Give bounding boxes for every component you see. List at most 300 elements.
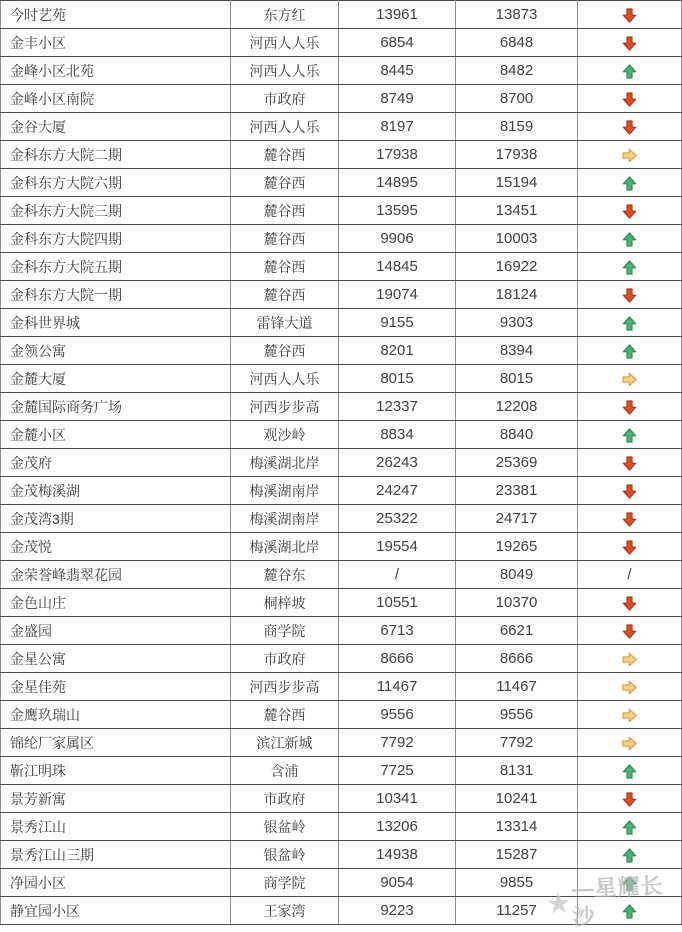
price-prev-cell-text: 13595 (376, 202, 418, 219)
price-prev-cell (339, 701, 456, 729)
table-row (1, 477, 682, 505)
price-prev-cell-text: 9155 (380, 314, 414, 331)
community-name-cell-text: 金茂湾3期 (10, 510, 74, 527)
community-name-cell (1, 617, 231, 645)
trend-cell (578, 757, 682, 785)
trend-cell (578, 645, 682, 673)
district-cell-text: 麓谷西 (263, 258, 306, 275)
trend-cell (578, 225, 682, 253)
trend-cell (578, 673, 682, 701)
community-name-cell (1, 197, 231, 225)
price-curr-cell-text: 8049 (499, 566, 534, 583)
price-prev-cell (339, 57, 456, 85)
district-cell-text: 商学院 (263, 622, 306, 639)
table-row (1, 169, 682, 197)
trend-down-icon (622, 456, 637, 471)
community-name-cell (1, 365, 231, 393)
price-curr-cell (456, 85, 578, 113)
community-name-cell-text: 金麓小区 (10, 426, 66, 443)
district-cell (231, 113, 339, 141)
trend-up-icon (622, 344, 637, 359)
district-cell (231, 197, 339, 225)
table-row (1, 589, 682, 617)
trend-flat-icon (622, 148, 637, 163)
community-name-cell-text: 景秀江山 (10, 818, 66, 835)
community-name-cell (1, 701, 231, 729)
price-prev-cell (339, 225, 456, 253)
price-curr-cell (456, 533, 578, 561)
price-curr-cell-text: 17938 (495, 146, 538, 163)
trend-down-icon (622, 596, 637, 611)
district-cell (231, 365, 339, 393)
trend-up-icon (622, 316, 637, 331)
district-cell (231, 477, 339, 505)
price-prev-cell (339, 337, 456, 365)
district-cell-text: 河西人人乐 (249, 370, 320, 387)
district-cell-text: 观沙岭 (263, 426, 306, 443)
price-curr-cell-text: 25369 (495, 454, 538, 471)
community-name-cell (1, 85, 231, 113)
price-prev-cell-text: 11467 (376, 678, 418, 695)
community-name-cell-text: 锦纶厂家属区 (10, 734, 94, 751)
community-name-cell-text: 净园小区 (10, 874, 66, 891)
price-curr-cell (456, 869, 578, 897)
price-prev-cell (339, 645, 456, 673)
community-name-cell (1, 645, 231, 673)
community-name-cell (1, 869, 231, 897)
trend-cell (578, 1, 682, 29)
community-name-cell-text: 金色山庄 (10, 594, 66, 611)
community-name-cell-text: 金峰小区北苑 (10, 62, 94, 79)
price-prev-cell-text: 14938 (376, 846, 418, 863)
price-prev-cell-text: 6713 (380, 622, 414, 639)
price-prev-cell (339, 477, 456, 505)
price-curr-cell-text: 10241 (495, 790, 538, 807)
community-name-cell (1, 309, 231, 337)
community-name-cell-text: 金科东方大院三期 (10, 202, 122, 219)
price-prev-cell (339, 533, 456, 561)
community-name-cell (1, 729, 231, 757)
price-prev-cell-text: 10341 (376, 790, 418, 807)
district-cell (231, 813, 339, 841)
price-curr-cell-text: 18124 (495, 286, 538, 303)
price-curr-cell-text: 15194 (495, 174, 538, 191)
price-curr-cell (456, 421, 578, 449)
price-prev-cell (339, 1, 456, 29)
price-prev-cell (339, 421, 456, 449)
district-cell-text: 东方红 (263, 6, 306, 23)
price-curr-cell-text: 8159 (499, 118, 534, 135)
table-row (1, 729, 682, 757)
price-curr-cell-text: 19265 (495, 538, 538, 555)
trend-cell (578, 701, 682, 729)
price-curr-cell (456, 477, 578, 505)
district-cell-text: 王家湾 (263, 902, 306, 919)
table-row (1, 29, 682, 57)
district-cell-text: 麓谷西 (263, 230, 306, 247)
price-curr-cell-text: 16922 (495, 258, 538, 275)
table-row (1, 113, 682, 141)
price-curr-cell-text: 6848 (499, 34, 534, 51)
price-curr-cell (456, 505, 578, 533)
trend-cell (578, 365, 682, 393)
price-curr-cell (456, 729, 578, 757)
community-name-cell (1, 393, 231, 421)
district-cell (231, 701, 339, 729)
price-curr-cell-text: 8015 (499, 370, 534, 387)
district-cell (231, 393, 339, 421)
price-prev-cell-text: 8015 (380, 370, 414, 387)
community-name-cell (1, 505, 231, 533)
district-cell-text: 梅溪湖北岸 (249, 538, 320, 555)
trend-cell (578, 617, 682, 645)
price-prev-cell-text: 8201 (380, 342, 414, 359)
price-prev-cell (339, 113, 456, 141)
price-prev-cell-text: 8445 (380, 62, 414, 79)
price-curr-cell-text: 8394 (499, 342, 534, 359)
price-prev-cell (339, 897, 456, 925)
trend-flat-icon (622, 708, 637, 723)
community-name-cell-text: 金盛园 (10, 622, 52, 639)
trend-cell (578, 813, 682, 841)
community-name-cell-text: 今时艺苑 (10, 6, 66, 23)
trend-down-icon (622, 512, 637, 527)
community-name-cell-text: 金茂梅溪湖 (10, 482, 80, 499)
trend-down-icon (622, 540, 637, 555)
district-cell-text: 桐梓坡 (263, 594, 306, 611)
price-curr-cell (456, 29, 578, 57)
table-row (1, 141, 682, 169)
table-row (1, 813, 682, 841)
community-name-cell-text: 金科东方大院六期 (10, 174, 122, 191)
trend-up-icon (622, 64, 637, 79)
district-cell-text: 银盆岭 (263, 846, 306, 863)
price-curr-cell (456, 897, 578, 925)
district-cell-text: 市政府 (263, 650, 306, 667)
district-cell-text: 麓谷西 (263, 202, 306, 219)
trend-cell (578, 197, 682, 225)
trend-down-icon (622, 400, 637, 415)
table-row (1, 841, 682, 869)
price-table-body (1, 1, 682, 925)
price-curr-cell (456, 281, 578, 309)
community-name-cell-text: 静宜园小区 (10, 902, 80, 919)
district-cell-text: 麓谷东 (263, 566, 306, 583)
price-prev-cell-text: 6854 (380, 34, 414, 51)
price-curr-cell (456, 57, 578, 85)
district-cell (231, 449, 339, 477)
price-prev-cell-text: 14895 (376, 174, 418, 191)
trend-cell (578, 729, 682, 757)
table-row (1, 421, 682, 449)
trend-up-icon (622, 848, 637, 863)
trend-up-icon (622, 428, 637, 443)
table-row (1, 281, 682, 309)
district-cell-text: 河西步步高 (249, 678, 320, 695)
community-name-cell (1, 281, 231, 309)
trend-down-icon (622, 624, 637, 639)
district-cell (231, 897, 339, 925)
community-name-cell-text: 金麓国际商务广场 (10, 398, 122, 415)
table-row (1, 225, 682, 253)
price-prev-cell-text: 8749 (380, 90, 414, 107)
price-prev-cell (339, 365, 456, 393)
price-curr-cell-text: 9303 (499, 314, 534, 331)
community-name-cell (1, 561, 231, 589)
trend-down-icon (622, 204, 637, 219)
district-cell (231, 57, 339, 85)
price-prev-cell-text: 9054 (380, 874, 414, 891)
trend-cell (578, 897, 682, 925)
district-cell (231, 729, 339, 757)
community-name-cell-text: 金星佳苑 (10, 678, 66, 695)
price-prev-cell-text: 9223 (380, 902, 414, 919)
price-prev-cell (339, 785, 456, 813)
community-name-cell (1, 477, 231, 505)
price-curr-cell-text: 13873 (495, 6, 538, 23)
district-cell-text: 河西人人乐 (249, 118, 320, 135)
trend-cell (578, 477, 682, 505)
price-prev-cell (339, 253, 456, 281)
price-curr-cell-text: 9855 (499, 874, 534, 891)
price-curr-cell-text: 11467 (496, 678, 537, 695)
price-curr-cell (456, 113, 578, 141)
district-cell (231, 281, 339, 309)
price-prev-cell (339, 197, 456, 225)
table-row (1, 57, 682, 85)
community-name-cell-text: 金谷大厦 (10, 118, 66, 135)
trend-flat-icon (622, 372, 637, 387)
price-curr-cell (456, 337, 578, 365)
price-prev-cell (339, 589, 456, 617)
table-row (1, 449, 682, 477)
price-curr-cell-text: 24717 (495, 510, 538, 527)
trend-cell (578, 869, 682, 897)
price-curr-cell-text: 8700 (499, 90, 534, 107)
price-prev-cell-text: 17938 (376, 146, 418, 163)
table-row (1, 309, 682, 337)
table-row (1, 617, 682, 645)
table-row (1, 337, 682, 365)
price-prev-cell-text: 19074 (376, 286, 418, 303)
price-curr-cell-text: 11257 (496, 902, 537, 919)
price-curr-cell (456, 561, 578, 589)
community-name-cell (1, 225, 231, 253)
district-cell-text: 滨江新城 (256, 734, 313, 751)
trend-cell (578, 85, 682, 113)
price-prev-cell-text: 13206 (376, 818, 418, 835)
table-row (1, 505, 682, 533)
district-cell-text: 梅溪湖南岸 (249, 510, 320, 527)
price-curr-cell (456, 393, 578, 421)
price-curr-cell (456, 225, 578, 253)
price-prev-cell-text: 8666 (380, 650, 414, 667)
community-name-cell-text: 金丰小区 (10, 34, 66, 51)
price-prev-cell (339, 169, 456, 197)
price-curr-cell-text: 10003 (495, 230, 538, 247)
trend-cell (578, 449, 682, 477)
district-cell-text: 麓谷西 (263, 706, 306, 723)
district-cell (231, 645, 339, 673)
price-curr-cell (456, 617, 578, 645)
price-curr-cell (456, 169, 578, 197)
price-prev-cell-text: 9556 (380, 706, 414, 723)
table-row (1, 561, 682, 589)
community-name-cell-text: 金茂悦 (10, 538, 52, 555)
district-cell-text: 市政府 (263, 90, 306, 107)
price-prev-cell-text: 14845 (376, 258, 418, 275)
trend-up-icon (622, 876, 637, 891)
price-prev-cell-text: 9906 (380, 230, 414, 247)
community-name-cell (1, 841, 231, 869)
price-curr-cell (456, 757, 578, 785)
price-prev-cell (339, 85, 456, 113)
price-prev-cell (339, 281, 456, 309)
community-name-cell-text: 金科东方大院一期 (10, 286, 122, 303)
table-row (1, 365, 682, 393)
price-curr-cell (456, 365, 578, 393)
table-row (1, 757, 682, 785)
trend-cell (578, 169, 682, 197)
district-cell-text: 商学院 (263, 874, 306, 891)
district-cell (231, 309, 339, 337)
price-curr-cell (456, 841, 578, 869)
price-prev-cell-text: 8197 (380, 118, 414, 135)
community-name-cell-text: 金麓大厦 (10, 370, 66, 387)
community-name-cell-text: 金科东方大院五期 (10, 258, 122, 275)
trend-cell (578, 505, 682, 533)
price-curr-cell-text: 8482 (499, 62, 534, 79)
community-name-cell-text: 金科世界城 (10, 314, 80, 331)
table-row (1, 533, 682, 561)
table-row (1, 253, 682, 281)
trend-cell (578, 337, 682, 365)
table-row (1, 785, 682, 813)
price-prev-cell (339, 393, 456, 421)
district-cell-text: 麓谷西 (263, 286, 306, 303)
price-prev-cell (339, 309, 456, 337)
community-name-cell (1, 169, 231, 197)
trend-cell (578, 141, 682, 169)
trend-flat-icon (622, 736, 637, 751)
trend-cell (578, 421, 682, 449)
price-curr-cell-text: 8840 (499, 426, 534, 443)
price-prev-cell (339, 813, 456, 841)
price-curr-cell-text: 6621 (499, 622, 534, 639)
price-prev-cell (339, 505, 456, 533)
price-curr-cell (456, 785, 578, 813)
price-curr-cell-text: 23381 (495, 482, 538, 499)
price-curr-cell-text: 15287 (495, 846, 538, 863)
community-name-cell (1, 897, 231, 925)
community-name-cell (1, 1, 231, 29)
community-name-cell (1, 533, 231, 561)
trend-up-icon (622, 904, 637, 919)
price-curr-cell (456, 701, 578, 729)
price-curr-cell (456, 197, 578, 225)
price-curr-cell (456, 309, 578, 337)
price-prev-cell (339, 617, 456, 645)
community-name-cell (1, 29, 231, 57)
community-name-cell-text: 金茂府 (10, 454, 52, 471)
district-cell (231, 841, 339, 869)
price-prev-cell-text: 26243 (376, 454, 418, 471)
community-name-cell (1, 785, 231, 813)
district-cell (231, 169, 339, 197)
price-prev-cell (339, 561, 456, 589)
district-cell (231, 253, 339, 281)
district-cell (231, 869, 339, 897)
price-curr-cell-text: 9556 (499, 706, 534, 723)
trend-cell (578, 253, 682, 281)
price-prev-cell-text: / (394, 566, 400, 583)
district-cell-text: 河西人人乐 (249, 62, 320, 79)
community-name-cell (1, 589, 231, 617)
table-row (1, 869, 682, 897)
district-cell (231, 225, 339, 253)
district-cell (231, 589, 339, 617)
district-cell-text: 银盆岭 (263, 818, 306, 835)
community-name-cell (1, 57, 231, 85)
district-cell-text: 麓谷西 (263, 174, 306, 191)
table-row (1, 673, 682, 701)
trend-cell (578, 589, 682, 617)
price-curr-cell (456, 813, 578, 841)
trend-down-icon (622, 36, 637, 51)
district-cell (231, 29, 339, 57)
table-row (1, 897, 682, 925)
district-cell (231, 337, 339, 365)
community-name-cell (1, 337, 231, 365)
district-cell (231, 85, 339, 113)
price-prev-cell-text: 19554 (376, 538, 418, 555)
trend-flat-icon (622, 652, 637, 667)
district-cell-text: 雷锋大道 (256, 314, 313, 331)
trend-down-icon (622, 120, 637, 135)
community-name-cell-text: 金鹰玖瑞山 (10, 706, 80, 723)
price-curr-cell (456, 449, 578, 477)
district-cell (231, 617, 339, 645)
price-prev-cell-text: 7725 (380, 762, 414, 779)
trend-cell (578, 393, 682, 421)
trend-up-icon (622, 260, 637, 275)
price-curr-cell-text: 10370 (495, 594, 538, 611)
trend-down-icon (622, 288, 637, 303)
price-curr-cell (456, 589, 578, 617)
price-prev-cell-text: 7792 (380, 734, 414, 751)
district-cell (231, 421, 339, 449)
district-cell (231, 561, 339, 589)
district-cell-text: 麓谷西 (263, 146, 306, 163)
trend-down-icon (622, 8, 637, 23)
price-curr-cell (456, 141, 578, 169)
price-prev-cell-text: 25322 (376, 510, 418, 527)
trend-cell (578, 57, 682, 85)
district-cell-text: 含浦 (270, 762, 299, 779)
community-name-cell (1, 813, 231, 841)
price-prev-cell (339, 869, 456, 897)
community-name-cell-text: 金荣誉峰翡翠花园 (10, 566, 122, 583)
community-name-cell-text: 金星公寓 (10, 650, 66, 667)
community-name-cell (1, 141, 231, 169)
trend-down-icon (622, 792, 637, 807)
district-cell (231, 533, 339, 561)
price-curr-cell (456, 673, 578, 701)
community-name-cell-text: 金领公寓 (10, 342, 66, 359)
price-prev-cell (339, 729, 456, 757)
community-name-cell (1, 421, 231, 449)
price-prev-cell (339, 757, 456, 785)
